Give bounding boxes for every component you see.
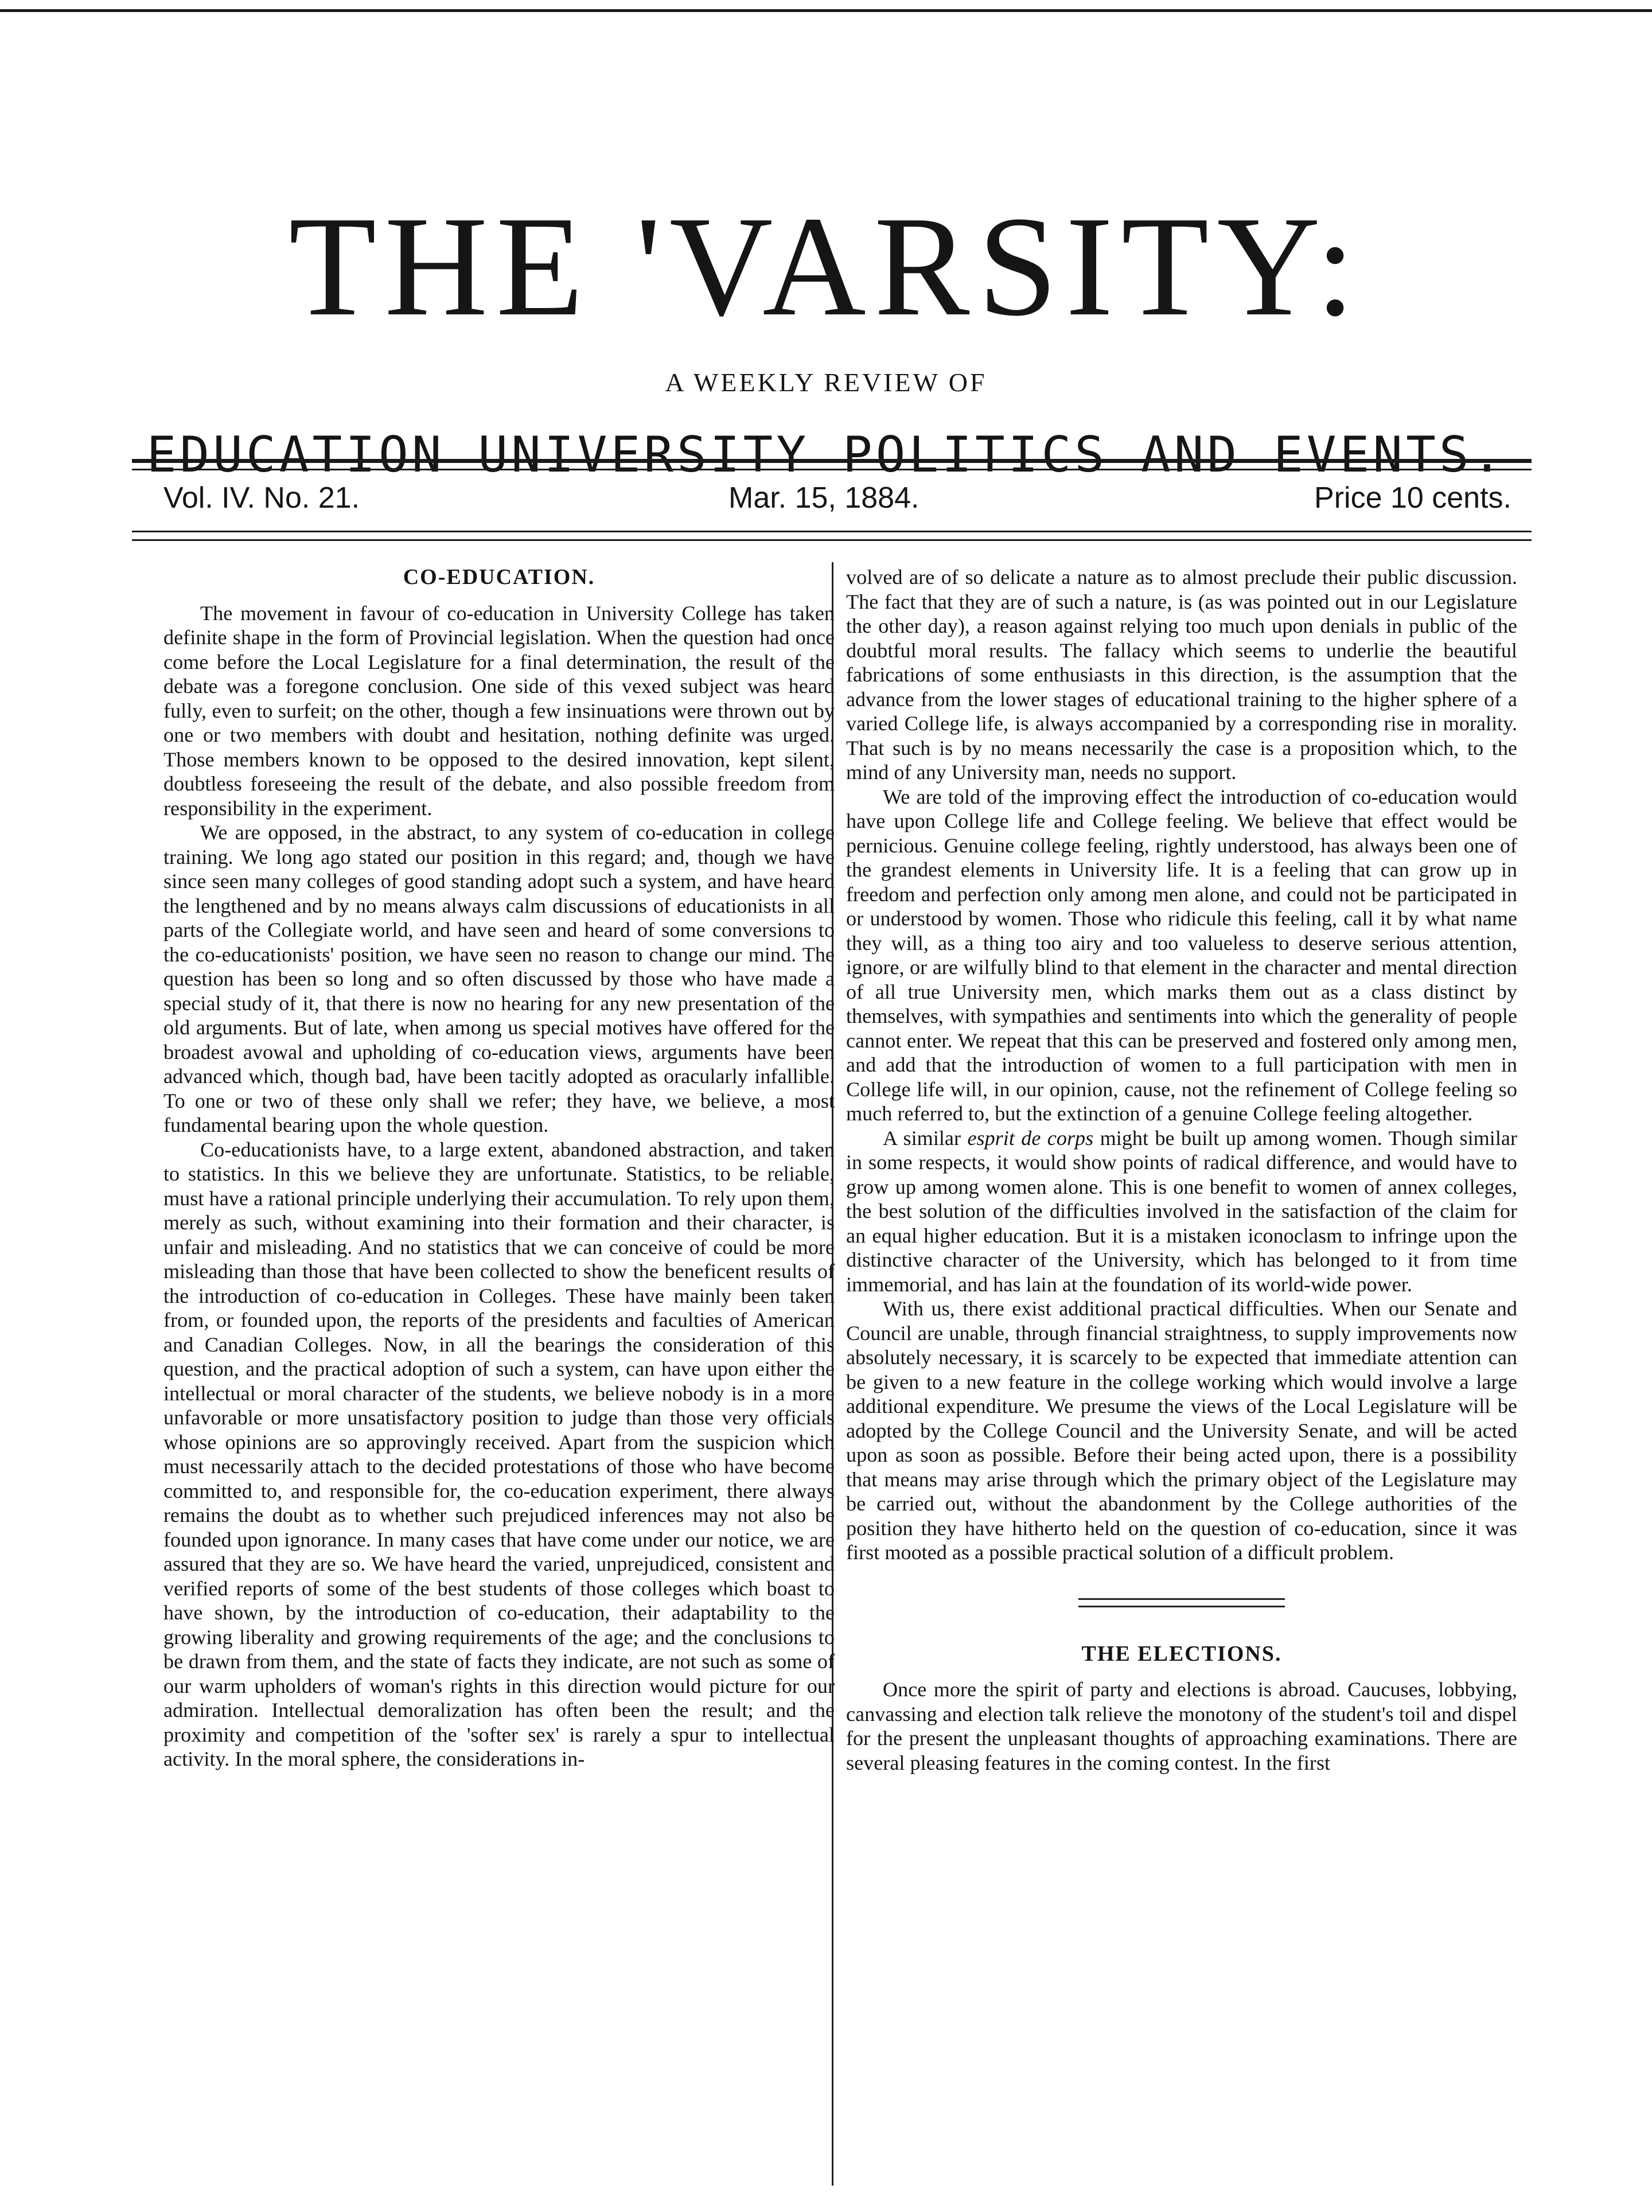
subtitle-small: A WEEKLY REVIEW OF bbox=[665, 368, 987, 397]
article-heading-coeducation: CO-EDUCATION. bbox=[403, 565, 595, 589]
masthead bbox=[0, 189, 1652, 484]
text-run: might be built up among women. Though similar in some respects, it would show points of radical difference, and would have to grow up among women alone. This is one benefit to women of annex colleges, the best solution of the difficulties involved in the satisfaction of the claim for an equal higher education. But it is a mistaken iconoclasm to infringe upon the distinctive character of the University, which has belonged to it from time immemorial, and has lain at the foundation of its world-wide power. bbox=[846, 1126, 1517, 1296]
paragraph: The movement in favour of co-education in University College has taken definite shape in the form of Provincial legislation. When the question had once come before the Local Legislature for a final determination, the result of the debate was a foregone conclusion. One side of this vexed subject was heard fully, even to surfeit; on the other, though a few insinuations were thrown out by one or two members with doubt and hesitation, nothing definite was urged. Those members known to be opposed to the desired innovation, kept silent, doubtless foreseeing the result of the debate, and also possible freedom from responsibility in the experiment. bbox=[163, 601, 835, 820]
paragraph: With us, there exist additional practical difficulties. When our Senate and Council are unable, through financial straightness, to supply improvements now absolutely necessary, it is scarcely to be expected that immediate attention can be given to a new feature in the college working which would involve a large additional expenditure. We presume the views of the Local Legislature will be adopted by the College Council and the University Senate, and will be acted upon as soon as possible. Before their being acted upon, there is a possibility that means may arise through which the primary object of the Legislature may be carried out, without the abandonment by the College authorities of the position they have hitherto held on the question of co-education, since it was first mooted as a possible practical solution of a difficult problem. bbox=[846, 1297, 1517, 1564]
section-separator bbox=[1078, 1598, 1285, 1607]
paragraph bbox=[846, 1126, 1517, 1297]
paragraph: Co-educationists have, to a large extent, abandoned abstraction, and taken to statistics. In this we believe they are unfortunate. Statistics, to be reliable, must have a rational principle underlying their accumulation. To rely upon them, merely as such, without examining into their formation and their character, is unfair and misleading. And no statistics that we can conceive of could be more misleading than those that have been collected to show the beneficent results of the introduction of co-education in Colleges. These have mainly been taken from, or founded upon, the reports of the presidents and faculties of American and Canadian Colleges. Now, in all the bearings the consideration of this question, and the practical adoption of such a system, can have upon either the intellectual or moral character of the students, we believe nobody is in a more unfavorable or more unsatisfactory position to judge than those very officials whose opinions are so approvingly received. Apart from the suspicion which must necessarily attach to the decided protestations of those who have become committed to, and responsible for, the co-education experiment, there always remains the doubt as to whether such prejudiced inferences may not also be founded upon ignorance. In many cases that have come under our notice, we are assured that they are so. We have heard the varied, unprejudiced, consistent and verified reports of some of the best students of those colleges which boast to have shown, by the introduction of co-education, their adaptability to the growing liberality and growing requirements of the age; and the conclusions to be drawn from them, and the state of facts they indicate, are not such as some of our warm upholders of woman's rights in this direction would picture for our admiration. Intellectual demoralization has often been the result; and the proximity and competition of the 'softer sex' is rarely a spur to intellectual activity. In the moral sphere, the considerations in- bbox=[163, 1138, 835, 1770]
subtitle-large: EDUCATION UNIVERSITY POLITICS AND EVENTS. bbox=[146, 426, 1506, 484]
paragraph-continued: volved are of so delicate a nature as to almost preclude their public discussion. The fact that they are of such a nature, is (as was pointed out in our Legislature the other day), a reason against relying too much upon denials in public of the doubtful moral results. The fallacy which seems to underlie the beautiful fabrications of some enthusiasts in this direction, is the assumption that the advance from the lower stages of educational training to the higher sphere of a varied College life, is always accompanied by a corresponding rise in morality. That such is by no means necessarily the case is a proposition which, to the mind of any University man, needs no support. bbox=[846, 566, 1517, 784]
text-run: A similar bbox=[883, 1126, 968, 1150]
article-column-right bbox=[846, 565, 1517, 2188]
masthead-rule-top bbox=[132, 459, 1532, 470]
paragraph: Once more the spirit of party and elections is abroad. Caucuses, lobbying, canvassing and election talk relieve the monotony of the student's toil and dispel for the present the unpleasant thoughts of approaching examinations. There are several pleasing features in the coming contest. In the first bbox=[846, 1678, 1517, 1774]
dateline bbox=[163, 481, 1511, 527]
price: Price 10 cents. bbox=[1314, 481, 1511, 515]
volume-number: Vol. IV. No. 21. bbox=[163, 481, 360, 515]
italic-phrase: esprit de corps bbox=[967, 1126, 1094, 1150]
newspaper-title: THE 'VARSITY: bbox=[289, 187, 1363, 346]
paragraph: We are told of the improving effect the introduction of co-education would have upon College life and College feeling. We believe that effect would be pernicious. Genuine college feeling, rightly understood, has always been one of the grandest elements in University life. It is a feeling that can grow up in freedom and perfection only among men alone, and could not be participated in or understood by women. Those who ridicule this feeling, call it by what name they will, as a thing too airy and too valueless to deserve serious attention, ignore, or are wilfully blind to that element in the character and mental direction of all true University men, which marks them out as a class distinct by themselves, with sympathies and sentiments into which the generality of people cannot enter. We repeat that this can be preserved and fostered only among men, and add that the introduction of women to a full participation with men in College life will, in our opinion, cause, not the refinement of College feeling so much referred to, but the extinction of a genuine College feeling altogether. bbox=[846, 785, 1517, 1125]
article-heading-elections: THE ELECTIONS. bbox=[1081, 1641, 1282, 1666]
top-border bbox=[0, 0, 1652, 12]
masthead-rule-bottom bbox=[132, 531, 1532, 541]
article-column-left bbox=[163, 565, 835, 2188]
paragraph: We are opposed, in the abstract, to any system of co-education in college training. We long ago stated our position in this regard; and, though we have since seen many colleges of good standing adopt such a system, and have heard the lengthened and by no means always calm discussions of educationists in all parts of the Collegiate world, and have seen and heard of some conversions to the co-educationists' position, we have seen no reason to change our mind. The question has been so long and so often discussed by those who have made a special study of it, that there is now no hearing for any new presentation of the old arguments. But of late, when among us special motives have offered for the broadest avowal and upholding of co-education views, arguments have been advanced which, though bad, have been tacitly adopted as oracularly infallible. To one or two of these only shall we refer; they have, we believe, a most fundamental bearing upon the whole question. bbox=[163, 821, 835, 1136]
issue-date: Mar. 15, 1884. bbox=[728, 481, 919, 515]
